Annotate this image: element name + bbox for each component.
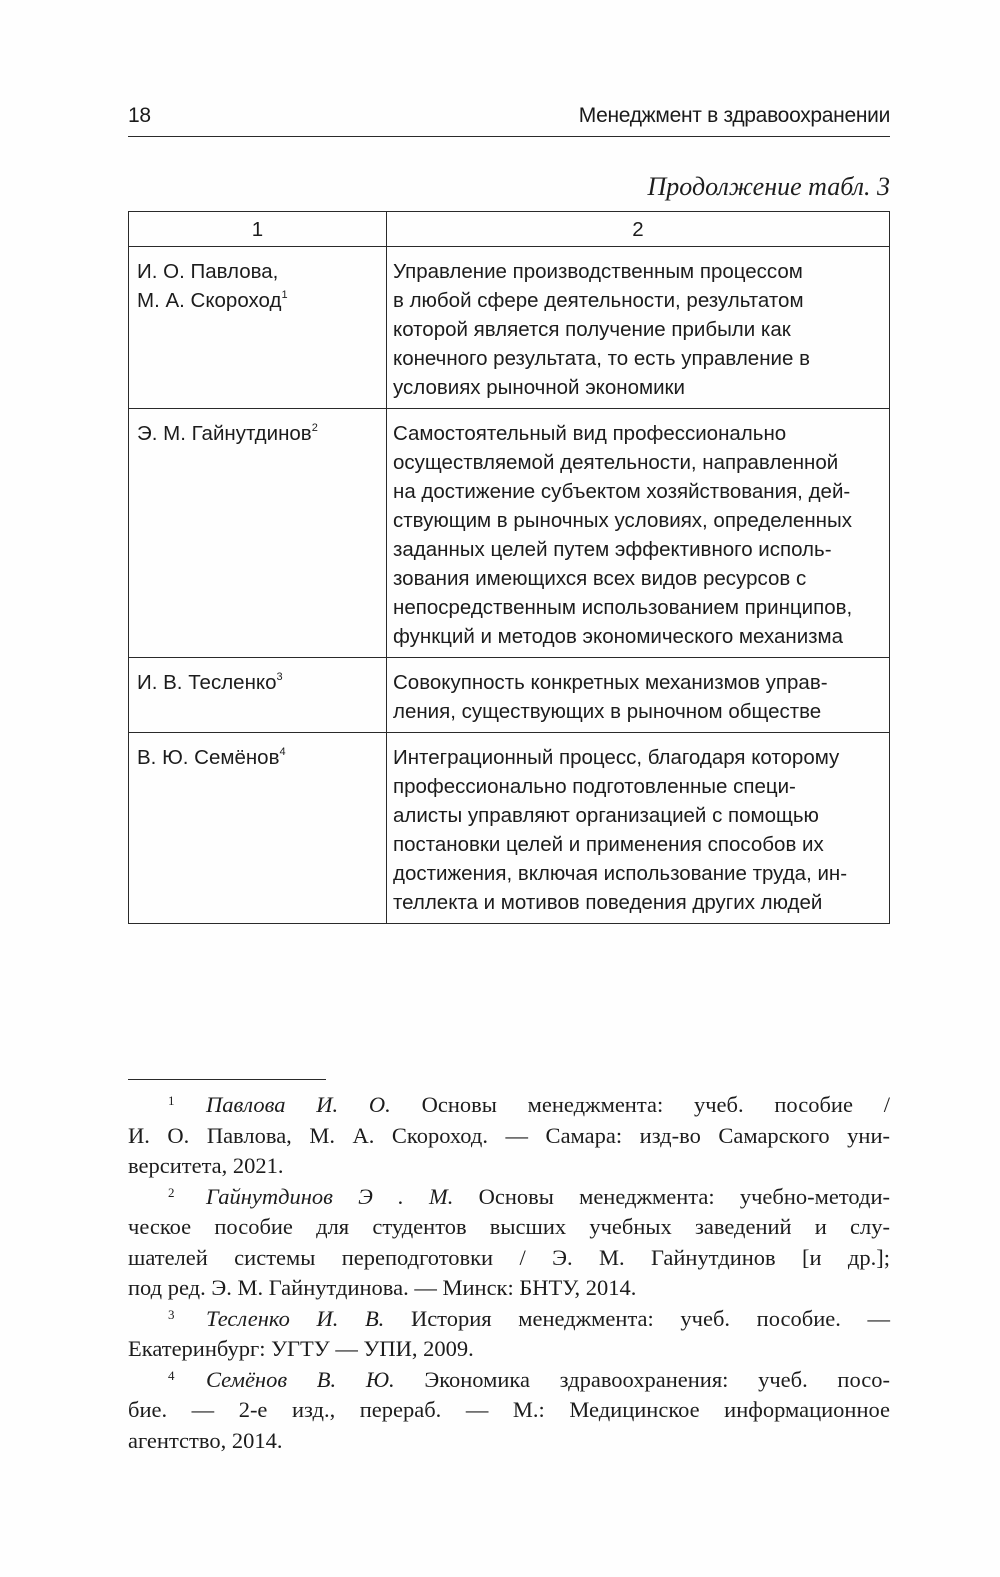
footnote-text: Экономика здравоохранения: учеб. посо-	[394, 1366, 890, 1392]
footnote-number: 1	[168, 1093, 175, 1108]
footnote-author: Семёнов В. Ю.	[206, 1366, 395, 1392]
footnote	[128, 1304, 890, 1365]
author-line-with-ref	[137, 743, 378, 772]
footnote-first-line	[128, 1182, 890, 1213]
definition-line: осуществляемой деятельности, направленной	[393, 451, 839, 474]
author-line-with-ref	[137, 286, 378, 315]
author-cell	[129, 733, 387, 924]
definition-cell	[387, 409, 890, 658]
footnotes	[128, 1090, 890, 1456]
page-number: 18	[128, 104, 151, 127]
header-rule	[128, 136, 890, 137]
definition-line: Интеграционный процесс, благодаря которому	[393, 746, 840, 769]
definition-line: непосредственным использованием принципов,	[393, 596, 853, 619]
footnote	[128, 1090, 890, 1182]
footnote-number: 4	[168, 1367, 175, 1383]
definition-cell	[387, 733, 890, 924]
footnote-ref[interactable]: 2	[311, 422, 318, 434]
author-line: В. Ю. Семёнов	[137, 746, 280, 769]
footnote-first-line	[128, 1365, 890, 1396]
author-cell	[129, 409, 387, 658]
definition-line: ления, существующих в рыночном обществе	[393, 700, 822, 723]
table-row	[129, 658, 890, 733]
definition-line: конечного результата, то есть управление в	[393, 347, 810, 370]
definition-line: профессионально подготовленные специ-	[393, 775, 796, 798]
footnote-ref[interactable]: 3	[276, 671, 283, 683]
footnote-ref[interactable]: 1	[281, 289, 288, 301]
author-line: И. О. Павлова,	[137, 260, 279, 283]
author-cell	[129, 247, 387, 409]
definition-line: функций и методов экономического механизма	[393, 625, 844, 648]
table-continuation-caption: Продолжение табл. 3	[647, 172, 890, 201]
definition-cell	[387, 658, 890, 733]
footnote-author: Гайнутдинов Э . М.	[206, 1183, 454, 1209]
footnote-first-line	[128, 1090, 890, 1121]
definition-line: постановки целей и применения способов их	[393, 833, 824, 856]
running-title: Менеджмент в здравоохранении	[578, 104, 890, 127]
definition-line: на достижение субъектом хозяйствования, дей-	[393, 480, 851, 503]
definition-line: алисты управляют организацией с помощью	[393, 804, 819, 827]
definition-line: зования имеющихся всех видов ресурсов с	[393, 567, 807, 590]
footnote-line: под ред. Э. М. Гайнутдинова. — Минск: БНТУ, 2014.	[128, 1275, 637, 1300]
author-cell	[129, 658, 387, 733]
footnote-first-line-text	[168, 1304, 890, 1335]
table-row	[129, 247, 890, 409]
footnote-ref[interactable]: 4	[279, 746, 286, 758]
footnote-first-line-text	[168, 1365, 890, 1396]
footnote-first-line-text	[168, 1090, 890, 1121]
footnote-line: верситета, 2021.	[128, 1153, 284, 1178]
author-line: М. А. Скороход	[137, 289, 282, 312]
footnote-line: шателей системы переподготовки / Э. М. Гайнутдинов [и др.];	[128, 1244, 890, 1270]
footnote-text: История менеджмента: учеб. пособие. —	[384, 1305, 890, 1331]
definition-line: условиях рыночной экономики	[393, 376, 685, 399]
definition-line: заданных целей путем эффективного исполь-	[393, 538, 832, 561]
table-row	[129, 409, 890, 658]
footnote-line: Екатеринбург: УГТУ — УПИ, 2009.	[128, 1336, 474, 1361]
definition-cell	[387, 247, 890, 409]
footnote-number: 3	[168, 1306, 175, 1322]
footnote-first-line-text	[168, 1182, 890, 1213]
author-line: И. В. Тесленко	[137, 671, 277, 694]
table-row	[129, 733, 890, 924]
footnote-line: И. О. Павлова, М. А. Скороход. — Самара: изд-во Самарского уни-	[128, 1122, 890, 1148]
footnote-number: 2	[168, 1184, 175, 1200]
definition-line: которой является получение прибыли как	[393, 318, 791, 341]
author-line-with-ref	[137, 668, 378, 697]
definition-line: теллекта и мотивов поведения других людей	[393, 891, 823, 914]
column-header-1: 1	[129, 212, 387, 247]
author-line: Э. М. Гайнутдинов	[137, 422, 312, 445]
table-header-row	[129, 212, 890, 247]
author-line-with-ref	[137, 419, 378, 448]
definition-line: ствующим в рыночных условиях, определенных	[393, 509, 852, 532]
definition-line: Самостоятельный вид профессионально	[393, 422, 787, 445]
footnote-line: ческое пособие для студентов высших учебных заведений и слу-	[128, 1214, 890, 1239]
definition-line: Совокупность конкретных механизмов управ-	[393, 671, 828, 694]
footnote-first-line	[128, 1304, 890, 1335]
definition-line: достижения, включая использование труда, ин-	[393, 862, 848, 885]
definition-line: в любой сфере деятельности, результатом	[393, 289, 804, 312]
footnote-text: Основы менеджмента: учебно-методи-	[453, 1183, 890, 1209]
footnote	[128, 1365, 890, 1457]
column-header-2: 2	[387, 212, 890, 247]
footnote-separator	[128, 1079, 326, 1080]
footnote-line: агентство, 2014.	[128, 1427, 283, 1453]
footnote	[128, 1182, 890, 1304]
footnote-text: Основы менеджмента: учеб. пособие /	[390, 1092, 890, 1117]
footnote-line: бие. — 2-е изд., перераб. — М.: Медицинское информационное	[128, 1397, 890, 1422]
definition-line: Управление производственным процессом	[393, 260, 803, 283]
definitions-table	[128, 211, 890, 924]
footnote-author: Тесленко И. В.	[206, 1305, 385, 1331]
running-header	[128, 98, 890, 132]
footnote-author: Павлова И. О.	[206, 1092, 391, 1117]
